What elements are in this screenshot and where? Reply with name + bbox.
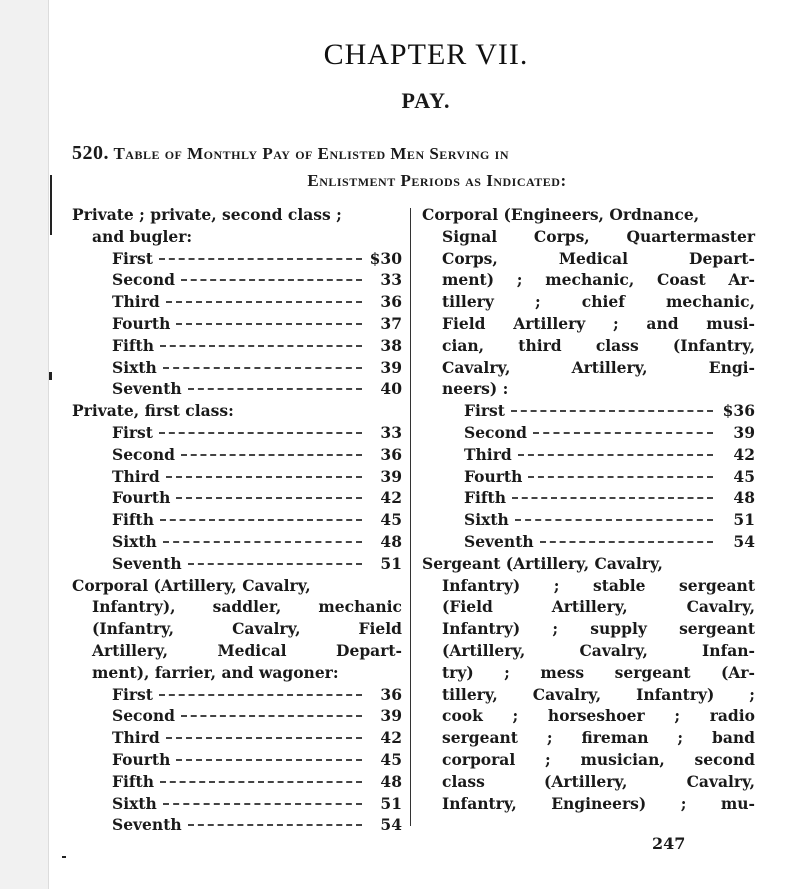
period-label: Fourth (112, 488, 171, 508)
pay-row (422, 400, 755, 422)
description-line: and bugler: (92, 226, 193, 246)
description-line: cook ; horseshoer ; radio (442, 706, 755, 726)
right-column (422, 204, 755, 814)
period-label: Third (112, 728, 160, 748)
pay-group-sergeant (422, 553, 755, 815)
column-divider (410, 208, 411, 826)
dot-leader (181, 715, 362, 717)
dot-leader (160, 345, 362, 347)
description-line: Field Artillery ; and musi- (442, 313, 755, 333)
scan-mark (50, 175, 52, 235)
pay-value: 42 (380, 488, 402, 508)
pay-row (72, 378, 402, 400)
dot-leader (159, 258, 362, 260)
pay-row (72, 771, 402, 793)
group-description (422, 204, 755, 400)
period-label: Fifth (464, 488, 506, 508)
period-label: Sixth (112, 531, 157, 551)
dot-leader (511, 410, 713, 412)
period-label: Sixth (112, 793, 157, 813)
pay-value: 54 (733, 531, 755, 551)
pay-value: 45 (733, 466, 755, 486)
dot-leader (159, 432, 362, 434)
description-line: cian, third class (Infantry, (442, 335, 755, 355)
description-line: Cavalry, Artillery, Engi- (442, 357, 755, 377)
description-line: ment), farrier, and wagoner: (92, 662, 339, 682)
section-number: 520. (72, 142, 109, 164)
period-label: Fourth (112, 313, 171, 333)
dot-leader (188, 563, 362, 565)
pay-value: 42 (380, 728, 402, 748)
period-label: Seventh (112, 553, 182, 573)
period-label: Third (112, 292, 160, 312)
dot-leader (163, 541, 362, 543)
period-label: Second (112, 270, 175, 290)
pay-value: 48 (733, 488, 755, 508)
pay-row (422, 487, 755, 509)
description-line: Infantry) ; stable sergeant (442, 575, 755, 595)
chapter-heading: CHAPTER VII. (323, 38, 529, 71)
dot-leader (188, 824, 362, 826)
description-line: neers) : (442, 379, 509, 399)
period-label: First (112, 422, 153, 442)
period-label: Fifth (112, 510, 154, 530)
description-line: Infantry) ; supply sergeant (442, 619, 755, 639)
table-heading-line-2: Enlistment Periods as Indicated: (307, 171, 567, 190)
description-line: (Infantry, Cavalry, Field (92, 619, 402, 639)
book-page (52, 0, 800, 889)
pay-row (72, 335, 402, 357)
period-label: Sixth (112, 357, 157, 377)
period-label: Third (464, 444, 512, 464)
period-label: Seventh (464, 531, 534, 551)
period-label: Second (112, 444, 175, 464)
pay-value: 33 (380, 422, 402, 442)
description-line: Signal Corps, Quartermaster (442, 226, 755, 246)
section-heading: PAY. (401, 88, 451, 113)
description-line: Private ; private, second class ; (72, 205, 342, 224)
group-description (72, 204, 402, 248)
description-line: ment) ; mechanic, Coast Ar- (442, 270, 755, 290)
pay-row (72, 248, 402, 270)
period-label: Fourth (464, 466, 523, 486)
left-column (72, 204, 402, 836)
description-line: Infantry, Engineers) ; mu- (442, 793, 755, 813)
dot-leader (166, 476, 362, 478)
description-line: Infantry), saddler, mechanic (92, 597, 402, 617)
group-description (72, 575, 402, 684)
pay-value: 42 (733, 444, 755, 464)
period-label: Fourth (112, 749, 171, 769)
dot-leader (176, 759, 362, 761)
pay-value: 39 (380, 357, 402, 377)
group-description (72, 400, 402, 422)
dot-leader (533, 432, 713, 434)
table-heading (72, 140, 762, 194)
period-label: Second (112, 706, 175, 726)
period-label: Second (464, 422, 527, 442)
pay-row (72, 727, 402, 749)
table-heading-line-1: Table of Monthly Pay of Enlisted Men Serving in (113, 144, 509, 163)
pay-group-corporal (72, 575, 402, 837)
period-label: Third (112, 466, 160, 486)
period-label: First (112, 684, 153, 704)
description-line: Corporal (Artillery, Cavalry, (72, 575, 311, 595)
pay-value: 51 (380, 793, 402, 813)
pay-group-private (72, 204, 402, 400)
pay-value: $30 (369, 248, 402, 268)
pay-value: 37 (380, 313, 402, 333)
dot-leader (159, 694, 362, 696)
dot-leader (163, 803, 362, 805)
dot-leader (528, 476, 713, 478)
pay-value: 48 (380, 531, 402, 551)
description-line: tillery, Cavalry, Infantry) ; (442, 684, 755, 704)
pay-value: 36 (380, 292, 402, 312)
pay-row (72, 444, 402, 466)
pay-row (72, 313, 402, 335)
pay-group-private-first-class (72, 400, 402, 574)
pay-row (422, 466, 755, 488)
period-label: Sixth (464, 510, 509, 530)
period-label: Fifth (112, 335, 154, 355)
dot-leader (160, 519, 362, 521)
description-line: tillery ; chief mechanic, (442, 292, 755, 312)
pay-value: 48 (380, 771, 402, 791)
pay-row (72, 684, 402, 706)
dot-leader (160, 781, 362, 783)
pay-value: 40 (380, 379, 402, 399)
pay-value: 51 (380, 553, 402, 573)
pay-row (72, 749, 402, 771)
dot-leader (512, 497, 713, 499)
description-line: Artillery, Medical Depart- (92, 640, 402, 660)
description-line: class (Artillery, Cavalry, (442, 771, 755, 791)
dot-leader (515, 519, 713, 521)
dot-leader (166, 301, 362, 303)
pay-value: 45 (380, 749, 402, 769)
dot-leader (166, 737, 362, 739)
dot-leader (188, 388, 362, 390)
pay-row (72, 269, 402, 291)
dot-leader (181, 279, 362, 281)
pay-value: 39 (380, 466, 402, 486)
description-line: (Artillery, Cavalry, Infan- (442, 640, 755, 660)
dot-leader (176, 323, 362, 325)
dot-leader (176, 497, 362, 499)
pay-row (72, 422, 402, 444)
pay-value: 54 (380, 815, 402, 835)
period-label: Seventh (112, 815, 182, 835)
pay-value: 39 (733, 422, 755, 442)
scan-margin (0, 0, 49, 889)
dot-leader (163, 367, 362, 369)
dot-leader (518, 454, 713, 456)
pay-row (72, 466, 402, 488)
pay-value: 36 (380, 684, 402, 704)
pay-value: 38 (380, 335, 402, 355)
description-line: Sergeant (Artillery, Cavalry, (422, 553, 663, 573)
page-number: 247 (652, 834, 686, 853)
pay-row (422, 531, 755, 553)
pay-value: 51 (733, 510, 755, 530)
pay-row (72, 531, 402, 553)
description-line: Corporal (Engineers, Ordnance, (422, 205, 700, 224)
pay-row (72, 814, 402, 836)
period-label: Seventh (112, 379, 182, 399)
pay-row (72, 487, 402, 509)
pay-value: 36 (380, 444, 402, 464)
description-line: Corps, Medical Depart- (442, 248, 755, 268)
pay-row (72, 357, 402, 379)
period-label: First (464, 401, 505, 421)
scan-mark (49, 372, 52, 380)
pay-row (422, 422, 755, 444)
scan-mark (62, 856, 66, 858)
pay-row (72, 291, 402, 313)
pay-value: 39 (380, 706, 402, 726)
description-line: (Field Artillery, Cavalry, (442, 597, 755, 617)
period-label: Fifth (112, 771, 154, 791)
pay-row (72, 553, 402, 575)
dot-leader (540, 541, 713, 543)
pay-row (72, 793, 402, 815)
pay-group-corporal-engineers (422, 204, 755, 553)
group-description (422, 553, 755, 815)
description-line: try) ; mess sergeant (Ar- (442, 662, 755, 682)
pay-row (72, 509, 402, 531)
pay-row (72, 705, 402, 727)
pay-value: $36 (722, 401, 755, 421)
description-line: corporal ; musician, second (442, 749, 755, 769)
period-label: First (112, 248, 153, 268)
pay-row (422, 444, 755, 466)
pay-value: 33 (380, 270, 402, 290)
dot-leader (181, 454, 362, 456)
description-line: sergeant ; fireman ; band (442, 728, 755, 748)
description-line: Private, first class: (72, 401, 234, 421)
pay-row (422, 509, 755, 531)
pay-value: 45 (380, 510, 402, 530)
